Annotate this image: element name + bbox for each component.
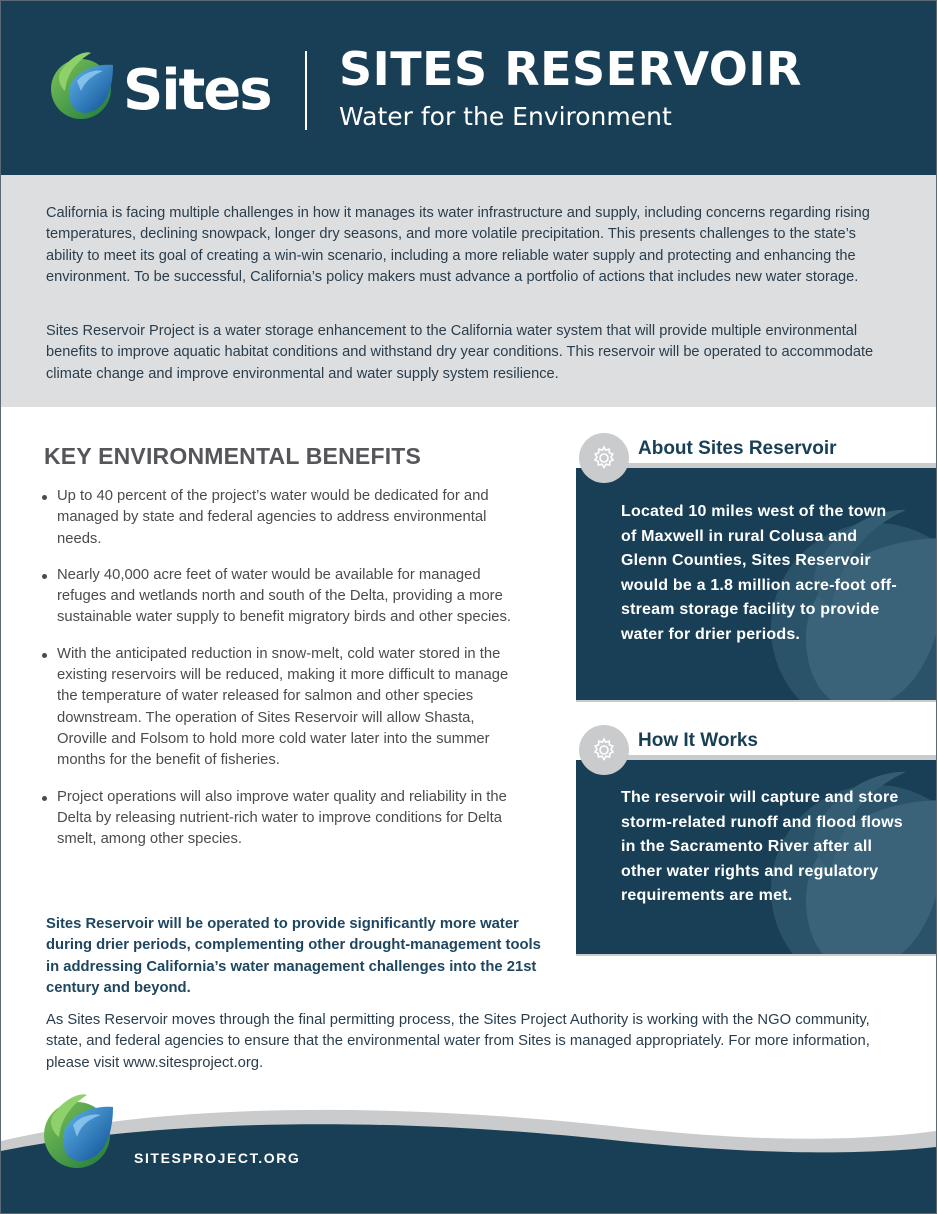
list-item xyxy=(41,644,521,772)
about-heading: About Sites Reservoir xyxy=(638,438,837,459)
gear-icon xyxy=(591,737,617,763)
gear-icon xyxy=(591,445,617,471)
page-subtitle: Water for the Environment xyxy=(339,102,672,131)
list-item xyxy=(41,486,521,550)
logo-wordmark: Sites xyxy=(123,58,271,123)
intro-paragraph-1: California is facing multiple challenges in how it manages its water infrastructure and supply, including concerns regarding rising temperatures, declining snowpack, longer dry seasons, and more volatile precipitation. This presents challenges to the state’s ability to meet its goal of creating a win-win scenario, including a more reliable water supply and protecting and enhancing the environment. To be successful, California’s policy makers must advance a portfolio of actions that includes new water storage. xyxy=(46,205,870,285)
list-item-text: Nearly 40,000 acre feet of water would be available for managed refuges and wetlands north and south of the Delta, providing a more sustainable water supply to benefit migratory birds and other species. xyxy=(57,566,512,626)
benefits-heading: KEY ENVIRONMENTAL BENEFITS xyxy=(44,443,422,469)
bullet-dot xyxy=(42,495,47,500)
operations-paragraph: Sites Reservoir will be operated to provide significantly more water during drier periods, complementing other drought-management tools in addressing California’s water management challenges into the 21st century and beyond. xyxy=(46,916,541,996)
how-heading: How It Works xyxy=(638,730,758,751)
intro-paragraph-2: Sites Reservoir Project is a water storage enhancement to the California water system that will provide multiple environmental benefits to improve aquatic habitat conditions and withstand dry year conditions. This reservoir will be operated to accommodate climate change and improve environmental and water supply system resilience. xyxy=(46,323,874,382)
about-text: Located 10 miles west of the town of Maxwell in rural Colusa and Glenn Counties, Sites Reservoir would be a 1.8 million acre-foot off-stream storage facility to provide water for drier periods. xyxy=(621,503,897,643)
list-item-text: Up to 40 percent of the project’s water would be dedicated for and managed by state and federal agencies to address environmental needs. xyxy=(57,488,489,547)
header-banner xyxy=(1,1,936,175)
list-item xyxy=(41,565,521,629)
about-box xyxy=(576,468,936,702)
benefits-list xyxy=(41,486,521,865)
footer-website-link[interactable]: SITESPROJECT.ORG xyxy=(134,1150,301,1166)
how-text: The reservoir will capture and store storm-related runoff and flood flows in the Sacramento River after all other water rights and regulatory requirements are met. xyxy=(621,789,903,904)
header-divider xyxy=(305,51,307,130)
page-title: SITES RESERVOIR xyxy=(339,42,802,96)
bullet-dot xyxy=(42,796,47,801)
how-icon-circle xyxy=(579,725,629,775)
how-box xyxy=(576,760,936,956)
logo-drop-icon xyxy=(47,51,119,123)
bullet-dot xyxy=(42,653,47,658)
list-item-text: Project operations will also improve water quality and reliability in the Delta by releasing nutrient-rich water to improve conditions for Delta smelt, among other species. xyxy=(57,788,507,848)
permitting-paragraph: As Sites Reservoir moves through the final permitting process, the Sites Project Authority is working with the NGO community, state, and federal agencies to ensure that the environmental water from Sites is managed appropriately. For more information, please visit www.sitesproject.org. xyxy=(46,1012,870,1071)
list-item xyxy=(41,787,521,851)
about-icon-circle xyxy=(579,433,629,483)
bullet-dot xyxy=(42,574,47,579)
list-item-text: With the anticipated reduction in snow-melt, cold water stored in the existing reservoirs will be reduced, making it more difficult to manage the temperature of water released for salmon and other species downstream. The operation of Sites Reservoir will allow Shasta, Oroville and Folsom to hold more cold water later into the summer months for the benefit of fisheries. xyxy=(57,645,509,769)
intro-section xyxy=(1,175,936,407)
footer-logo-icon xyxy=(39,1093,119,1171)
